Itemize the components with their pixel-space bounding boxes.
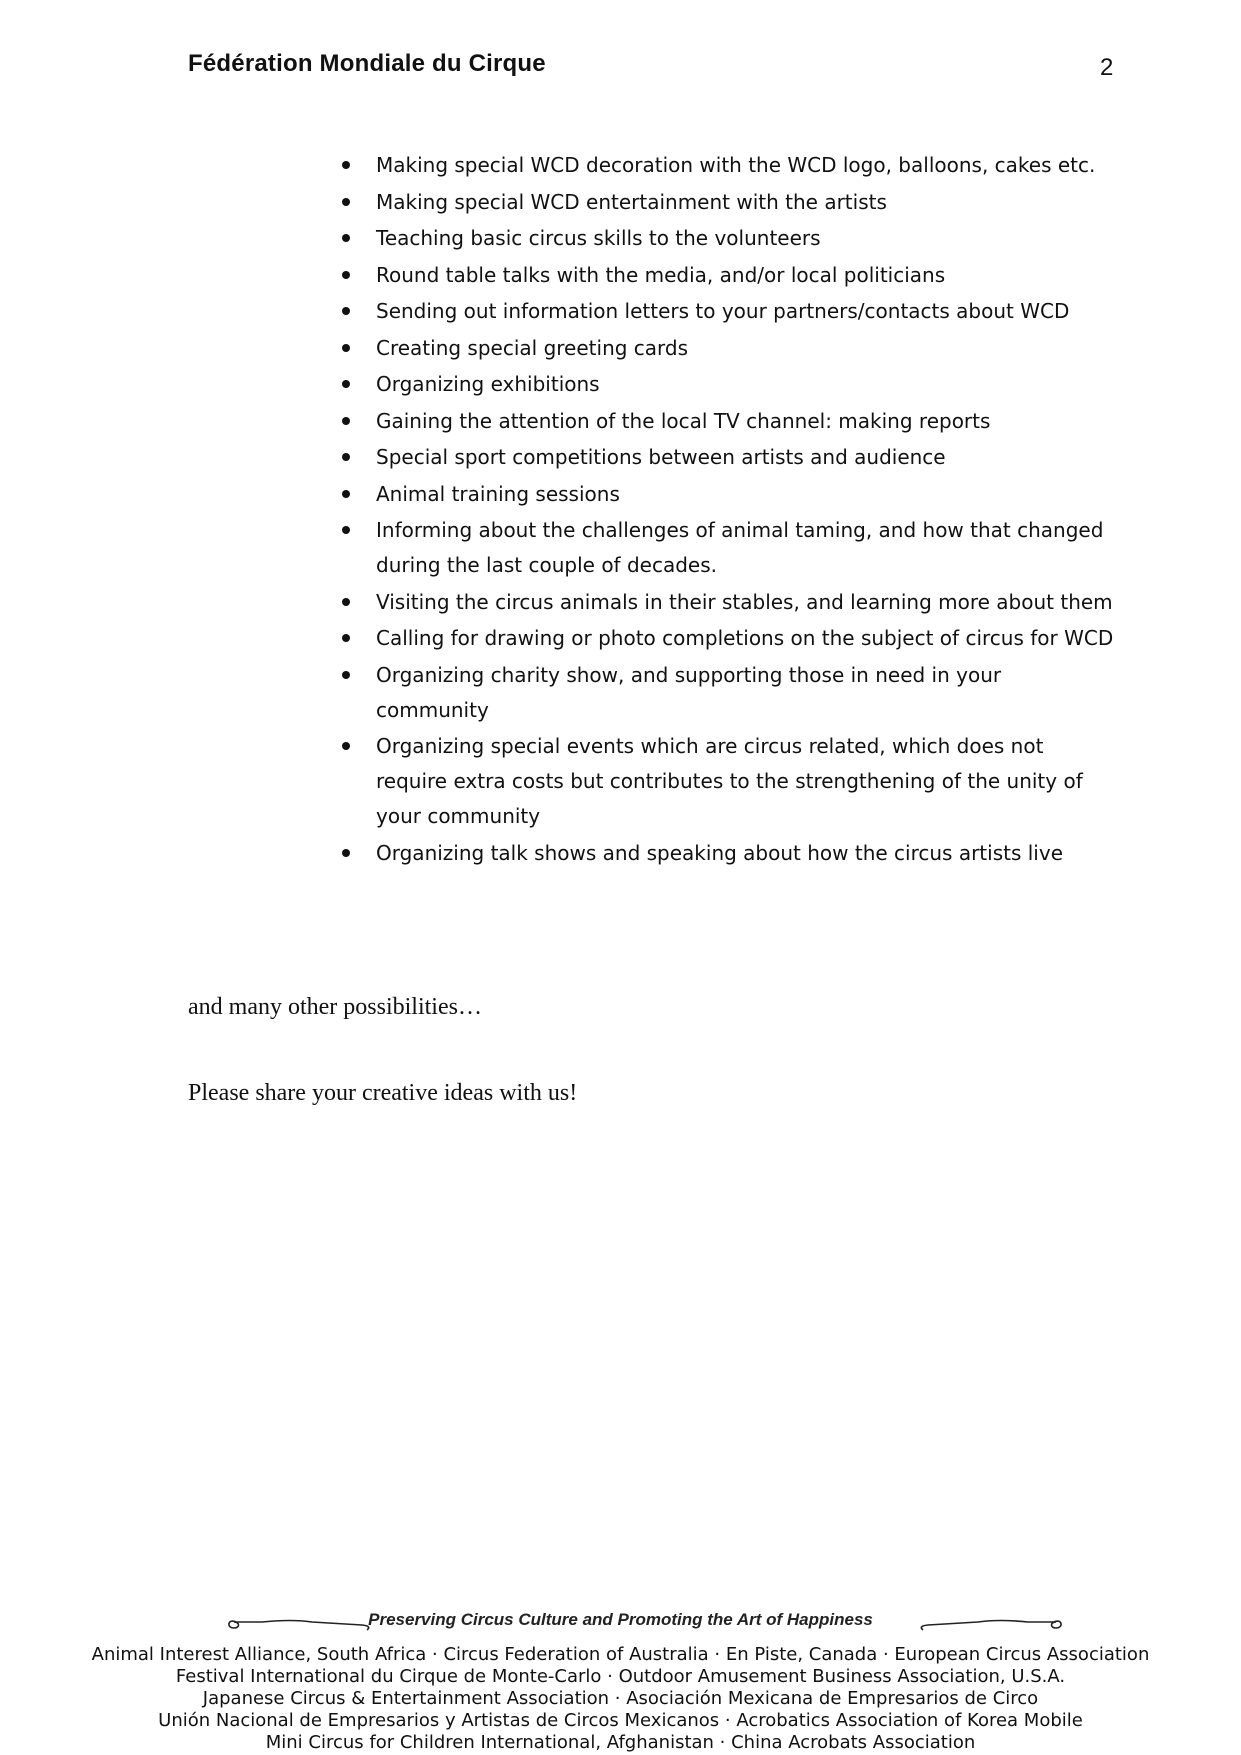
bullet-icon: [342, 453, 350, 461]
closing-paragraph-share: Please share your creative ideas with us!: [188, 1080, 578, 1106]
footer-line: Mini Circus for Children International, Afghanistan · China Acrobats Association: [265, 1732, 976, 1753]
footer-member-organizations: [0, 1644, 1241, 1754]
list-item: [340, 367, 1120, 402]
list-item-text: Gaining the attention of the local TV channel: making reports: [376, 408, 991, 433]
bullet-icon: [342, 742, 350, 750]
list-item-text: Organizing charity show, and supporting those in need in your community: [376, 662, 1002, 722]
list-item-text: Visiting the circus animals in their stables, and learning more about them: [376, 589, 1113, 614]
footer-line: Japanese Circus & Entertainment Association · Asociación Mexicana de Empresarios de Circo: [202, 1688, 1039, 1709]
bullet-icon: [342, 380, 350, 388]
document-header-title: Fédération Mondiale du Cirque: [188, 50, 546, 77]
list-item: [340, 404, 1120, 439]
bullet-icon: [342, 234, 350, 242]
list-item-text: Organizing special events which are circus related, which does not require extra costs but contributes to the strengthening of the unity of your community: [376, 734, 1083, 828]
list-item: [340, 440, 1120, 475]
bullet-icon: [342, 634, 350, 642]
list-item: [340, 658, 1120, 728]
bullet-icon: [342, 198, 350, 206]
bullet-icon: [342, 671, 350, 679]
list-item-text: Making special WCD decoration with the WCD logo, balloons, cakes etc.: [376, 153, 1096, 177]
bullet-icon: [342, 598, 350, 606]
footer-line: Animal Interest Alliance, South Africa · Circus Federation of Australia · En Piste, Canada · European Circus Association: [91, 1644, 1150, 1665]
list-item: [340, 294, 1120, 329]
list-item: [340, 148, 1120, 183]
list-item: [340, 331, 1120, 366]
list-item-text: Creating special greeting cards: [376, 335, 689, 360]
footer-tagline: Preserving Circus Culture and Promoting the Art of Happiness: [368, 1610, 873, 1629]
bullet-icon: [342, 417, 350, 425]
bullet-icon: [342, 490, 350, 498]
list-item: [340, 836, 1120, 871]
list-item-text: Organizing exhibitions: [376, 372, 600, 396]
list-item: [340, 185, 1120, 220]
page-number: 2: [1100, 54, 1114, 81]
list-item-text: Teaching basic circus skills to the volunteers: [376, 226, 821, 250]
bullet-icon: [342, 344, 350, 352]
closing-paragraph-more: and many other possibilities…: [188, 994, 482, 1020]
footer-line: Festival International du Cirque de Monte-Carlo · Outdoor Amusement Business Association, U.S.A.: [175, 1666, 1066, 1687]
list-item-text: Sending out information letters to your partners/contacts about WCD: [376, 299, 1070, 323]
list-item: [340, 729, 1120, 834]
bullet-icon: [342, 526, 350, 534]
bullet-icon: [342, 849, 350, 857]
list-item-text: Round table talks with the media, and/or local politicians: [376, 262, 946, 287]
bullet-icon: [342, 307, 350, 315]
list-item: [340, 585, 1120, 620]
activity-bullet-list: [340, 148, 1120, 872]
bullet-icon: [342, 161, 350, 169]
list-item-text: Making special WCD entertainment with the artists: [376, 189, 887, 214]
list-item-text: Special sport competitions between artists and audience: [376, 445, 946, 469]
footer-line: Unión Nacional de Empresarios y Artistas de Circos Mexicanos · Acrobatics Association of Korea Mobile: [158, 1710, 1083, 1731]
bullet-icon: [342, 271, 350, 279]
list-item: [340, 513, 1120, 583]
list-item-text: Organizing talk shows and speaking about how the circus artists live: [376, 840, 1063, 865]
list-item-text: Calling for drawing or photo completions on the subject of circus for WCD: [376, 626, 1114, 650]
list-item: [340, 621, 1120, 656]
list-item-text: Informing about the challenges of animal taming, and how that changed during the last couple of decades.: [376, 518, 1104, 577]
list-item: [340, 477, 1120, 512]
list-item: [340, 258, 1120, 293]
list-item-text: Animal training sessions: [376, 481, 620, 506]
list-item: [340, 221, 1120, 256]
